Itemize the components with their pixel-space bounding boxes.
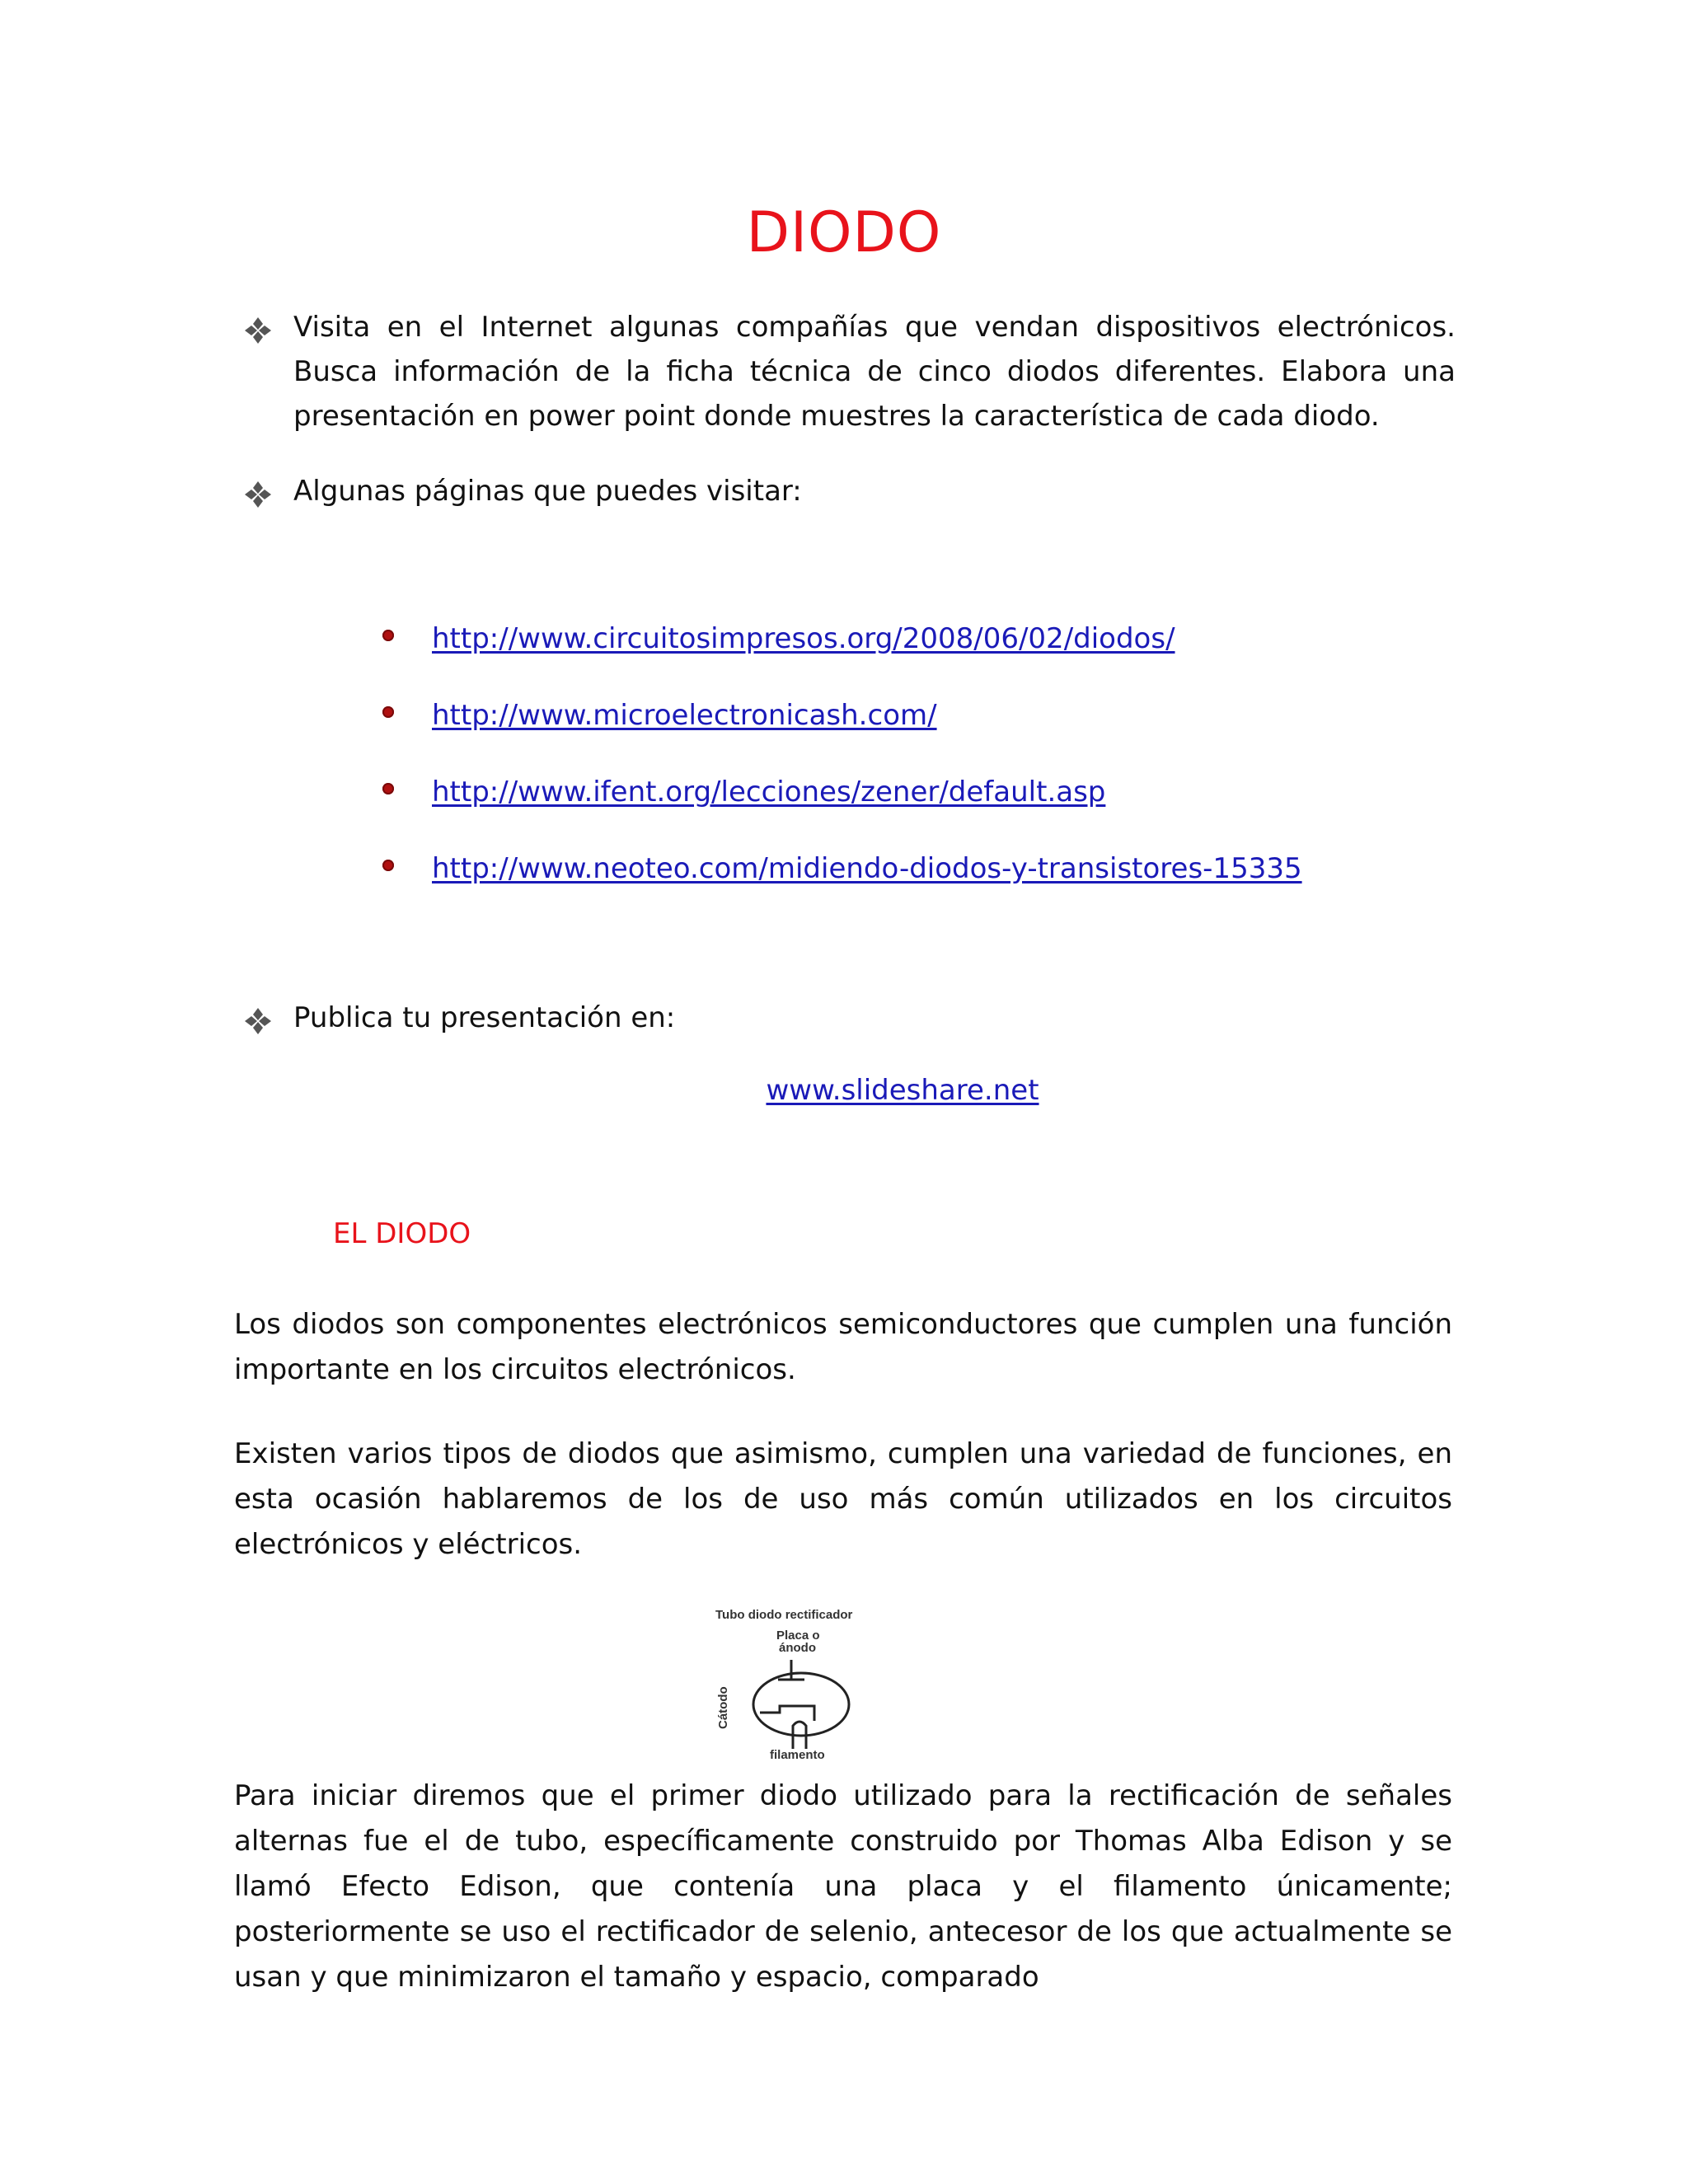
list-item	[379, 693, 1451, 770]
diamond-cluster-icon	[244, 477, 272, 505]
list-item	[379, 770, 1451, 846]
publish-link-wrapper	[0, 1068, 1688, 1113]
figure-label-anode: ánodo	[779, 1641, 816, 1655]
figure-label-cathode: Cátodo	[716, 1686, 730, 1729]
bullet-text: Visita en el Internet algunas compañías que vendan dispositivos electrónicos. Busca información de la ficha técnica de cinco diodos diferentes. Elabora una presentación en power point donde muestres la característica de cada diodo.	[293, 311, 1456, 433]
diamond-cluster-icon	[244, 313, 272, 341]
links-list	[379, 616, 1451, 923]
link-slideshare[interactable]: www.slideshare.net	[766, 1074, 1039, 1107]
document-title: DIODO	[746, 200, 942, 265]
diamond-cluster-icon	[244, 1004, 272, 1032]
section-heading: EL DIODO	[333, 1217, 471, 1250]
round-bullet-icon	[382, 706, 394, 718]
paragraph: Los diodos son componentes electrónicos semiconductores que cumplen una función importante en los circuitos electrónicos.	[234, 1308, 1452, 1386]
round-bullet-icon	[382, 783, 394, 794]
bullet-item	[244, 305, 1456, 438]
paragraph: Para iniciar diremos que el primer diodo utilizado para la rectificación de señales alternas fue el de tubo, específicamente construido por Thomas Alba Edison y se llamó Efecto Edison, que contenía una placa y el filamento únicamente; posteriormente se uso el rectificador de selenio, antecesor de los que actualmente se usan y que minimizaron el tamaño y espacio, comparado	[234, 1779, 1452, 1994]
link-neoteo[interactable]: http://www.neoteo.com/midiendo-diodos-y-transistores-15335	[432, 852, 1302, 885]
figure-label-filament: filamento	[770, 1748, 825, 1762]
paragraph: Existen varios tipos de diodos que asimismo, cumplen una variedad de funciones, en esta ocasión hablaremos de los de uso más común utilizados en los circuitos electrónicos y eléctricos.	[234, 1437, 1452, 1561]
figure-label-plate: Placa o	[776, 1629, 820, 1643]
bullet-text: Publica tu presentación en:	[293, 1001, 676, 1034]
bullet-item	[244, 996, 1456, 1040]
list-item	[379, 616, 1451, 693]
round-bullet-icon	[382, 860, 394, 871]
link-ifent[interactable]: http://www.ifent.org/lecciones/zener/default.asp	[432, 776, 1106, 808]
list-item	[379, 846, 1451, 923]
figure-caption: Tubo diodo rectificador	[715, 1608, 853, 1622]
round-bullet-icon	[382, 630, 394, 641]
bullet-item	[244, 469, 1456, 513]
link-circuitosimpresos[interactable]: http://www.circuitosimpresos.org/2008/06/02/diodos/	[432, 622, 1175, 655]
link-microelectronicash[interactable]: http://www.microelectronicash.com/	[432, 699, 937, 732]
tube-diode-figure	[709, 1605, 907, 1762]
bullet-text: Algunas páginas que puedes visitar:	[293, 475, 802, 508]
